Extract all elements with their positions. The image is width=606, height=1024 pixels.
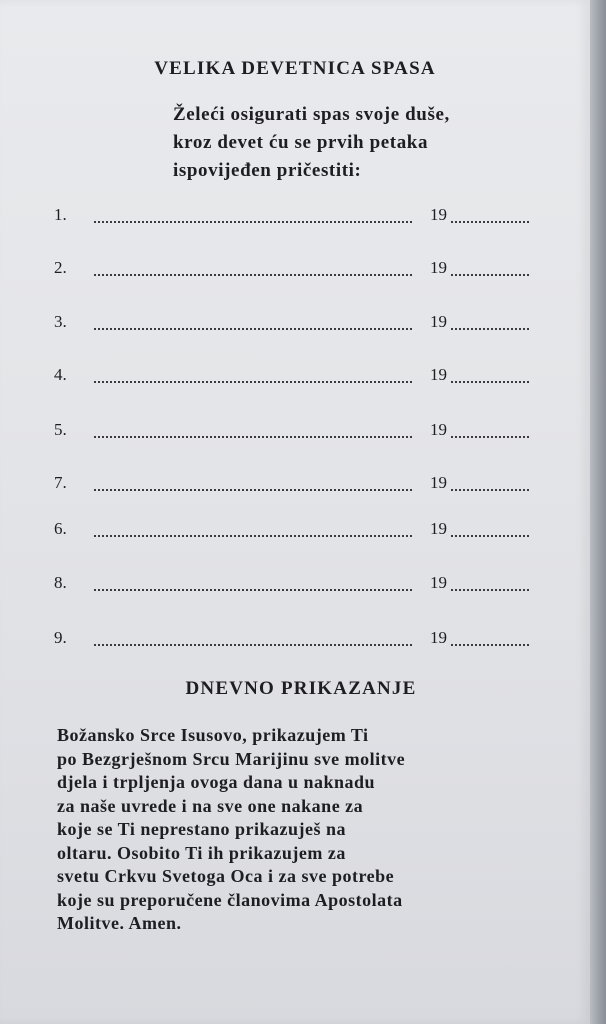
prayer-line: za naše uvrede i na sve one nakane za — [57, 795, 364, 816]
intro-line: ispovijeđen pričestiti: — [173, 160, 362, 181]
entry-date-blank — [94, 274, 412, 276]
entry-year-prefix: 19 — [430, 473, 447, 492]
entry-date-blank — [94, 328, 412, 330]
entry-row — [0, 519, 590, 543]
entry-date-blank — [94, 436, 412, 438]
entry-year-blank — [451, 221, 529, 223]
intro-text — [173, 101, 450, 185]
prayer-line: po Bezgrješnom Srcu Marijinu sve molitve — [57, 748, 406, 769]
entry-year-prefix: 19 — [430, 365, 447, 384]
entry-row — [0, 573, 590, 597]
section-title: DNEVNO PRIKAZANJE — [185, 678, 417, 699]
prayer-line: koje su preporučene članovima Apostolata — [57, 889, 403, 910]
entry-number: 5. — [54, 420, 67, 439]
entry-number: 7. — [54, 473, 67, 492]
intro-line: kroz devet ću se prvih petaka — [173, 132, 429, 153]
entry-date-blank — [94, 644, 412, 646]
prayer-line: oltaru. Osobito Ti ih prikazujem za — [57, 842, 346, 863]
prayer-text — [57, 724, 405, 936]
prayer-line: svetu Crkvu Svetoga Oca i za sve potrebe — [57, 866, 395, 886]
entry-row — [0, 258, 590, 282]
entry-year-prefix: 19 — [430, 258, 447, 277]
entry-number: 4. — [54, 365, 67, 384]
entry-date-blank — [94, 221, 412, 223]
page-edge — [590, 0, 606, 1024]
entry-date-blank — [94, 489, 412, 491]
entry-number: 2. — [54, 258, 67, 277]
entry-number: 9. — [54, 628, 67, 647]
entry-year-blank — [451, 535, 529, 537]
entry-date-blank — [94, 589, 412, 591]
entry-year-blank — [451, 644, 529, 646]
entry-date-blank — [94, 535, 412, 537]
entry-year-prefix: 19 — [430, 573, 447, 592]
prayer-line: Molitve. Amen. — [57, 913, 182, 933]
page-title: VELIKA DEVETNICA SPASA — [154, 58, 436, 79]
entry-year-prefix: 19 — [430, 420, 447, 439]
entry-number: 3. — [54, 312, 67, 331]
entry-year-prefix: 19 — [430, 519, 447, 538]
entry-year-blank — [451, 489, 529, 491]
entry-number: 6. — [54, 519, 67, 538]
entry-year-prefix: 19 — [430, 628, 447, 647]
prayer-line: Božansko Srce Isusovo, prikazujem Ti — [57, 725, 369, 745]
entry-year-prefix: 19 — [430, 205, 447, 224]
prayer-line: djela i trpljenja ovoga dana u naknadu — [57, 772, 376, 792]
entry-row — [0, 205, 590, 229]
entry-row — [0, 473, 590, 497]
intro-line: Želeći osigurati spas svoje duše, — [173, 104, 450, 125]
entry-year-blank — [451, 328, 529, 330]
entry-year-blank — [451, 274, 529, 276]
entry-number: 1. — [54, 205, 67, 224]
entry-row — [0, 420, 590, 444]
entry-year-prefix: 19 — [430, 312, 447, 331]
prayer-line: koje se Ti neprestano prikazuješ na — [57, 819, 347, 839]
entry-row — [0, 312, 590, 336]
entry-number: 8. — [54, 573, 67, 592]
entry-row — [0, 628, 590, 652]
entry-date-blank — [94, 381, 412, 383]
entry-year-blank — [451, 381, 529, 383]
entry-year-blank — [451, 589, 529, 591]
entry-year-blank — [451, 436, 529, 438]
entry-row — [0, 365, 590, 389]
